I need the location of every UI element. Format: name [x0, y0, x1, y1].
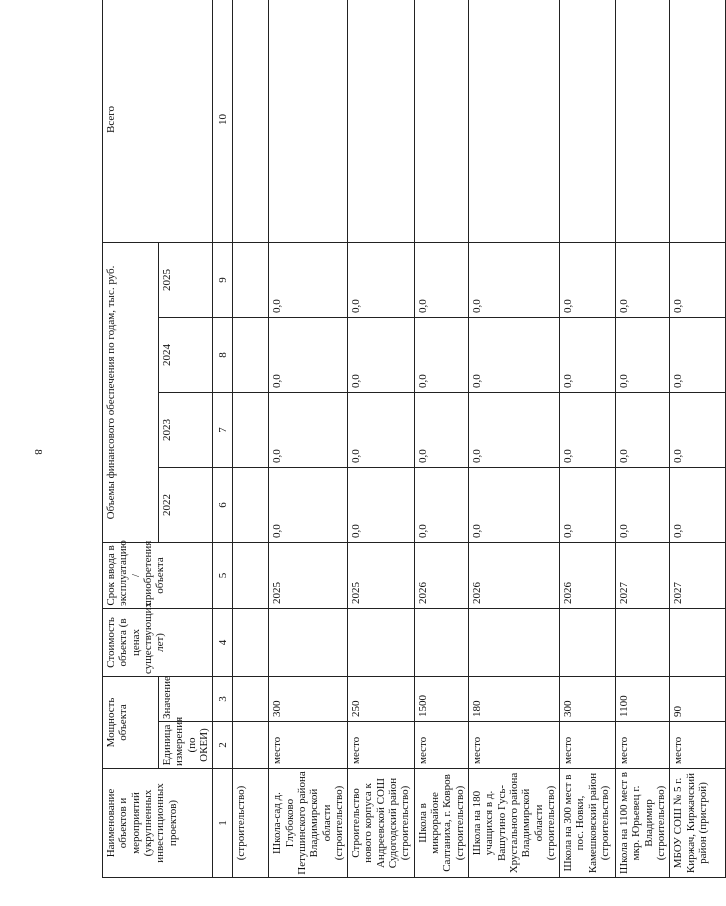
cell-value: 180 — [468, 676, 559, 721]
column-index-row — [213, 0, 233, 878]
column-index: 5 — [213, 542, 233, 608]
header-total: Всего — [103, 0, 213, 242]
cell-cost — [269, 608, 348, 676]
cell-2025: 0,0 — [348, 242, 415, 317]
cell-name: Школа на 180 учащихся в д. Вашутино Гусь-Хрустального района Владимирской области (строительство) — [468, 769, 559, 878]
cell-name: (строительство) — [233, 769, 269, 878]
cell-total — [414, 0, 468, 242]
cell-cost — [468, 608, 559, 676]
cell-2022: 0,0 — [616, 467, 670, 542]
column-index: 6 — [213, 467, 233, 542]
cell-value: 300 — [560, 676, 616, 721]
cell-2023 — [233, 392, 269, 467]
cell-2025: 0,0 — [560, 242, 616, 317]
cell-2023: 0,0 — [468, 392, 559, 467]
header-year-2023: 2023 — [159, 392, 213, 467]
cell-unit: место — [348, 722, 415, 769]
cell-2024 — [233, 317, 269, 392]
table-row — [269, 0, 348, 878]
cell-2023: 0,0 — [670, 392, 726, 467]
page-number: 8 — [32, 449, 44, 455]
header-finance: Объемы финансового обеспечения по годам, тыс. руб. — [103, 242, 159, 542]
header-unit: Единица измерения (по ОКЕИ) — [159, 722, 213, 769]
cell-commission-year: 2026 — [414, 542, 468, 608]
column-index: 4 — [213, 608, 233, 676]
column-index: 10 — [213, 0, 233, 242]
cell-value: 1100 — [616, 676, 670, 721]
cell-value: 1500 — [414, 676, 468, 721]
cell-total — [468, 0, 559, 242]
cell-name: МБОУ СОШ № 5 г. Киржач, Киржачский район (пристрой) — [670, 769, 726, 878]
cell-cost — [616, 608, 670, 676]
cell-commission-year: 2027 — [616, 542, 670, 608]
cell-2023: 0,0 — [414, 392, 468, 467]
cell-commission-year: 2025 — [348, 542, 415, 608]
header-year-2022: 2022 — [159, 467, 213, 542]
cell-unit — [233, 722, 269, 769]
cell-2023: 0,0 — [348, 392, 415, 467]
column-index: 1 — [213, 769, 233, 878]
cell-name: Строительство нового корпуса к Андреевской СОШ Судогодский район (строительство) — [348, 769, 415, 878]
cell-cost — [348, 608, 415, 676]
header-cost: Стоимость объекта (в ценах существующих лет) — [103, 608, 213, 676]
column-index: 2 — [213, 722, 233, 769]
cell-2024: 0,0 — [616, 317, 670, 392]
cell-2022: 0,0 — [269, 467, 348, 542]
cell-unit: место — [616, 722, 670, 769]
cell-total — [560, 0, 616, 242]
cell-cost — [560, 608, 616, 676]
cell-unit: место — [269, 722, 348, 769]
cell-total — [616, 0, 670, 242]
cell-unit: место — [414, 722, 468, 769]
cell-value: 90 — [670, 676, 726, 721]
cell-total — [233, 0, 269, 242]
table-row — [414, 0, 468, 878]
cell-unit: место — [670, 722, 726, 769]
table-row — [616, 0, 670, 878]
cell-2024: 0,0 — [348, 317, 415, 392]
cell-cost — [414, 608, 468, 676]
cell-commission-year: 2027 — [670, 542, 726, 608]
cell-unit: место — [560, 722, 616, 769]
header-commission: Срок ввода в эксплуатацию / приобретения объекта — [103, 542, 213, 608]
cell-2022: 0,0 — [670, 467, 726, 542]
cell-2022: 0,0 — [560, 467, 616, 542]
cell-2024: 0,0 — [269, 317, 348, 392]
cell-name: Школа на 300 мест в пос. Новки, Камешковский район (строительство) — [560, 769, 616, 878]
cell-commission-year: 2026 — [468, 542, 559, 608]
cell-2024: 0,0 — [560, 317, 616, 392]
cell-value — [233, 676, 269, 721]
table-row — [468, 0, 559, 878]
cell-2022 — [233, 467, 269, 542]
cell-commission-year — [233, 542, 269, 608]
table-row — [348, 0, 415, 878]
cell-2022: 0,0 — [348, 467, 415, 542]
table-viewport — [102, 28, 709, 878]
cell-value: 250 — [348, 676, 415, 721]
table-row — [560, 0, 616, 878]
header-year-2024: 2024 — [159, 317, 213, 392]
cell-2022: 0,0 — [468, 467, 559, 542]
cell-2024: 0,0 — [414, 317, 468, 392]
cell-cost — [233, 608, 269, 676]
table-row — [670, 0, 726, 878]
cell-commission-year: 2026 — [560, 542, 616, 608]
column-index: 7 — [213, 392, 233, 467]
header-year-2025: 2025 — [159, 242, 213, 317]
cell-2023: 0,0 — [560, 392, 616, 467]
cell-value: 300 — [269, 676, 348, 721]
header-capacity: Мощность объекта — [103, 676, 159, 768]
column-index: 3 — [213, 676, 233, 721]
cell-name: Школа в микрорайоне Салтаниха, г. Ковров (строительство) — [414, 769, 468, 878]
cell-total — [670, 0, 726, 242]
cell-2023: 0,0 — [269, 392, 348, 467]
column-index: 9 — [213, 242, 233, 317]
cell-name: Школа на 1100 мест в мкр. Юрьевец г. Владимир (строительство) — [616, 769, 670, 878]
header-value: Значение — [159, 676, 213, 721]
cell-2025: 0,0 — [269, 242, 348, 317]
cell-2023: 0,0 — [616, 392, 670, 467]
cell-2024: 0,0 — [468, 317, 559, 392]
cell-total — [269, 0, 348, 242]
rotated-table-frame — [102, 28, 709, 878]
cell-cost — [670, 608, 726, 676]
cell-2022: 0,0 — [414, 467, 468, 542]
cell-2025: 0,0 — [414, 242, 468, 317]
investment-projects-table — [102, 0, 726, 878]
cell-commission-year: 2025 — [269, 542, 348, 608]
cell-2025 — [233, 242, 269, 317]
header-name: Наименование объектов и мероприятий (укрупненных инвестиционных проектов) — [103, 769, 213, 878]
cell-2025: 0,0 — [616, 242, 670, 317]
cell-2025: 0,0 — [468, 242, 559, 317]
table-row — [233, 0, 269, 878]
column-index: 8 — [213, 317, 233, 392]
cell-2025: 0,0 — [670, 242, 726, 317]
cell-unit: место — [468, 722, 559, 769]
cell-2024: 0,0 — [670, 317, 726, 392]
cell-total — [348, 0, 415, 242]
cell-name: Школа-сад д. Глубоково Петушинского района Владимирской области (строительство) — [269, 769, 348, 878]
